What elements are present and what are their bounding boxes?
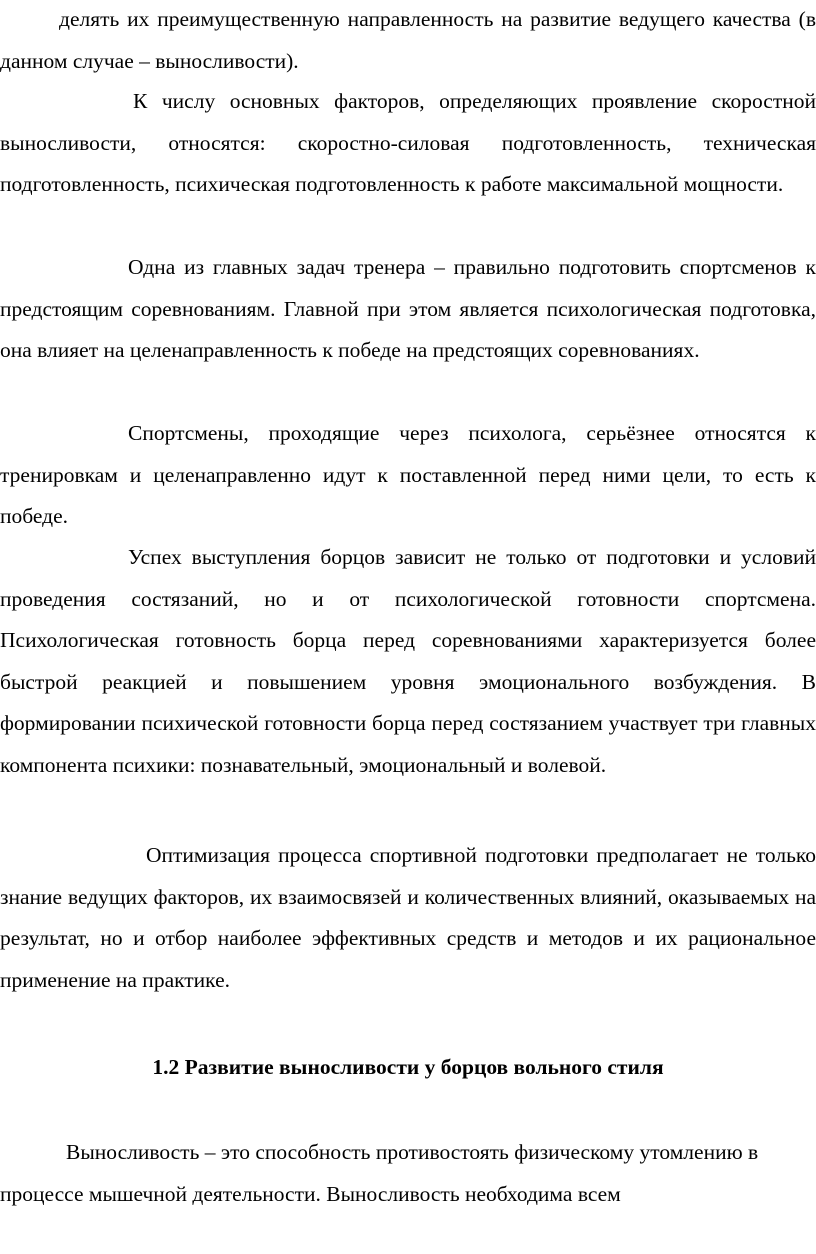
paragraph-1: делять их преимущественную направленность на развитие ведущего качества (в данном случае – выносливости). — [0, 7, 816, 73]
paragraph-3: Одна из главных задач тренера – правильно подготовить спортсменов к предстоящим соревнованиям. Главной при этом является психологическая подготовка, она влияет на целенаправленность к победе на предстоящих соревнованиях. — [0, 255, 816, 362]
paragraph-7: Выносливость – это способность противостоять физическому утомлению в процессе мышечной деятельности. Выносливость необходима всем — [0, 1140, 759, 1206]
paragraph-4: Спортсмены, проходящие через психолога, серьёзнее относятся к тренировкам и целенаправленно идут к поставленной перед ними цели, то есть к победе. — [0, 421, 816, 528]
paragraph-5: Успех выступления борцов зависит не только от подготовки и условий проведения состязаний, но и от психологической готовности спортсмена. Психологическая готовность борца перед соревнованиями характеризуется более быстрой реакцией и повышением уровня эмоционального возбуждения. В формировании психической готовности борца перед состязанием участвует три главных компонента психики: познавательный, эмоциональный и волевой. — [0, 545, 816, 777]
section-heading: 1.2 Развитие выносливости у борцов вольного стиля — [152, 1055, 664, 1079]
paragraph-2: К числу основных факторов, определяющих проявление скоростной выносливости, относятся: скоростно-силовая подготовленность, техническая подготовленность, психическая подготовленность к работе максимальной мощности. — [0, 89, 816, 196]
paragraph-6: Оптимизация процесса спортивной подготовки предполагает не только знание ведущих факторов, их взаимосвязей и количественных влияний, оказываемых на результат, но и отбор наиболее эффективных средств и методов и их рациональное применение на практике. — [0, 843, 816, 992]
